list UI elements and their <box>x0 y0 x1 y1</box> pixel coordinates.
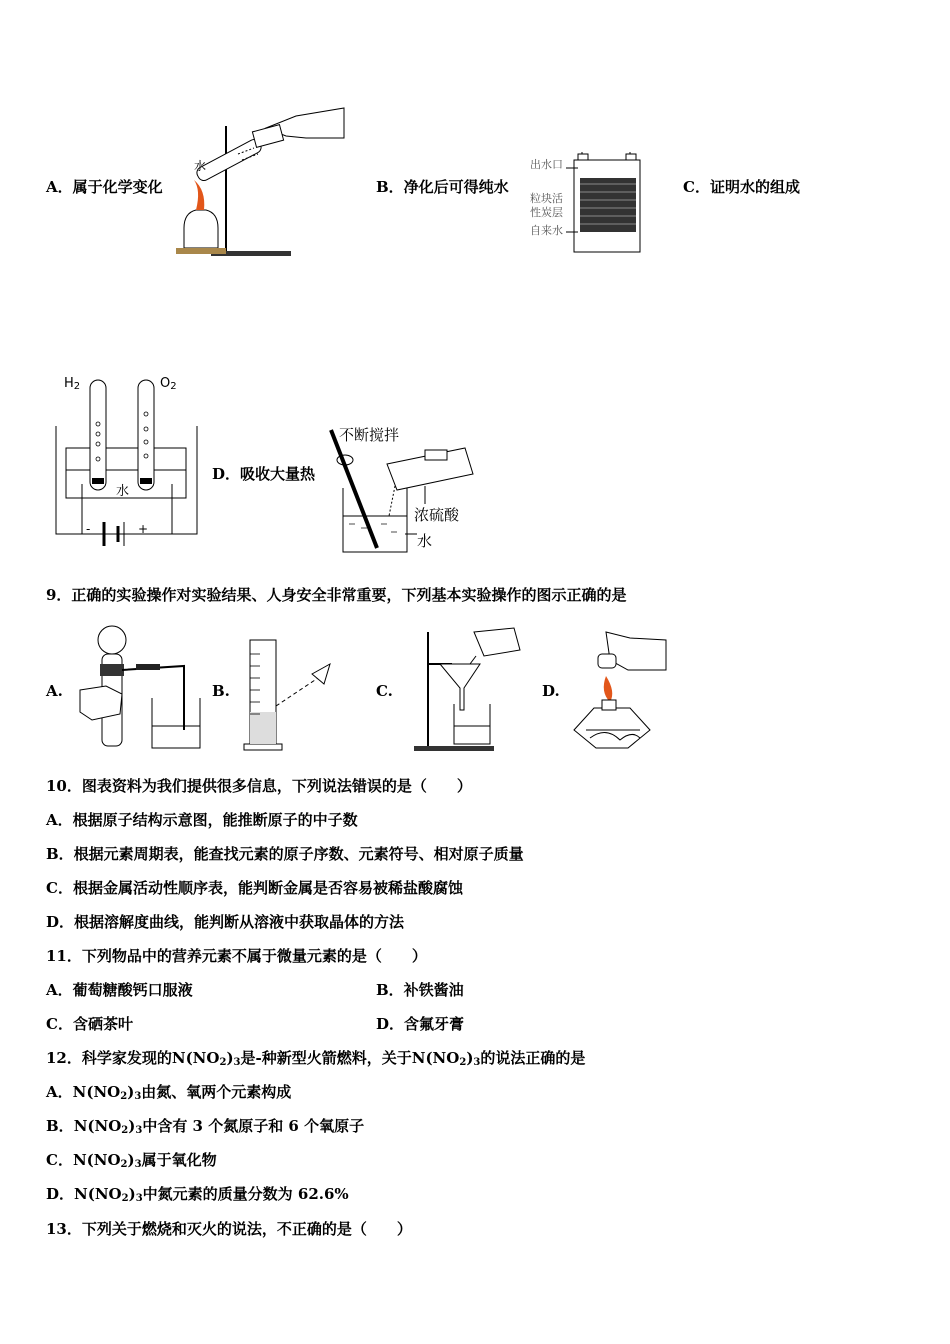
formula-sub2: 3 <box>135 1125 143 1136</box>
inlet-label: 自来水 <box>530 224 563 237</box>
water-label: 水 <box>116 484 130 499</box>
figure-electrolysis <box>52 374 202 550</box>
formula-close: ) <box>226 1049 234 1067</box>
option-text: 中氮元素的质量分数为 62.6% <box>142 1185 349 1203</box>
q12-option-d <box>46 1185 349 1208</box>
figure-filtration <box>410 626 535 754</box>
q12-option-c <box>46 1151 217 1174</box>
formula-sub1: 2 <box>120 1159 128 1170</box>
formula-sub2: 3 <box>473 1057 481 1068</box>
option-text: 由氮、氧两个元素构成 <box>141 1083 292 1101</box>
option-prefix: C． <box>46 1151 73 1169</box>
formula-close: ) <box>466 1049 474 1067</box>
formula-n: N(NO <box>72 1083 121 1101</box>
q11-option-b: B．补铁酱油 <box>376 981 464 999</box>
figure-airtightness-check <box>72 620 204 752</box>
formula-n: N(NO <box>73 1117 122 1135</box>
figure-acid-dilution <box>325 424 475 556</box>
q12-stem <box>46 1049 585 1072</box>
formula-n: N(NO <box>72 1151 121 1169</box>
option-prefix: A． <box>46 1083 73 1101</box>
q12-stem-mid: 是-种新型火箭燃料，关于 <box>240 1049 412 1067</box>
formula-close: ) <box>128 1117 136 1135</box>
q10-stem: 10．图表资料为我们提供很多信息，下列说法错误的是（ ） <box>46 777 472 795</box>
q12-option-b <box>46 1117 364 1140</box>
h2-symbol: H <box>64 376 74 391</box>
q9-option-a: A. <box>46 682 63 700</box>
q10-option-b: B．根据元素周期表，能查找元素的原子序数、元素符号、相对原子质量 <box>46 845 524 863</box>
formula-sub2: 3 <box>134 1159 142 1170</box>
h2-label <box>64 376 80 392</box>
carbon-label-2: 性炭层 <box>530 206 563 219</box>
formula-n: N(NO <box>171 1049 220 1067</box>
formula-sub1: 2 <box>121 1193 129 1204</box>
formula-close: ) <box>128 1185 136 1203</box>
formula-sub2: 3 <box>134 1091 142 1102</box>
q12-option-a <box>46 1083 291 1106</box>
q11-option-a: A．葡萄糖酸钙口服液 <box>46 981 193 999</box>
formula <box>172 1049 241 1067</box>
negative-label: - <box>86 522 91 536</box>
option-text: 中含有 3 个氮原子和 6 个氧原子 <box>142 1117 365 1135</box>
h2-subscript: 2 <box>73 381 81 392</box>
figure-graduated-cylinder <box>240 634 350 754</box>
q12-stem-pre: 12．科学家发现的 <box>46 1049 172 1067</box>
q8-option-a: A．属于化学变化 <box>46 178 163 196</box>
formula-sub1: 2 <box>219 1057 227 1068</box>
formula-sub2: 3 <box>135 1193 143 1204</box>
option-prefix: B． <box>46 1117 74 1135</box>
figure-heating-test-tube <box>176 98 346 260</box>
formula-n: N(NO <box>74 1185 122 1203</box>
formula-sub1: 2 <box>121 1125 129 1136</box>
option-text: 属于氧化物 <box>141 1151 217 1169</box>
q8-option-c: C．证明水的组成 <box>683 178 800 196</box>
positive-label: + <box>138 522 149 536</box>
q10-option-a: A．根据原子结构示意图，能推断原子的中子数 <box>46 811 358 829</box>
formula-close: ) <box>127 1151 135 1169</box>
figure-water-filter <box>530 150 645 256</box>
formula-close: ) <box>127 1083 135 1101</box>
q11-option-c: C．含硒茶叶 <box>46 1015 133 1033</box>
formula-n: N(NO <box>411 1049 460 1067</box>
q11-option-d: D．含氟牙膏 <box>376 1015 465 1033</box>
q9-option-d: D. <box>542 682 560 700</box>
o2-symbol: O <box>160 376 171 391</box>
q8-option-d: D．吸收大量热 <box>212 465 316 483</box>
water-label: 水 <box>417 532 433 550</box>
stir-label: 不断搅拌 <box>339 426 400 444</box>
q8-option-b: B．净化后可得纯水 <box>376 178 509 196</box>
q12-stem-post: 的说法正确的是 <box>480 1049 586 1067</box>
formula-sub2: 3 <box>233 1057 241 1068</box>
formula-sub1: 2 <box>459 1057 467 1068</box>
q10-option-c: C．根据金属活动性顺序表，能判断金属是否容易被稀盐酸腐蚀 <box>46 879 463 897</box>
carbon-label-1: 粒块活 <box>530 192 563 205</box>
q11-stem: 11．下列物品中的营养元素不属于微量元素的是（ ） <box>46 947 427 965</box>
o2-subscript: 2 <box>170 381 177 392</box>
outlet-label: 出水口 <box>530 158 563 171</box>
option-prefix: D． <box>46 1185 75 1203</box>
o2-label <box>160 376 177 392</box>
q13-stem: 13．下列关于燃烧和灭火的说法，不正确的是（ ） <box>46 1220 412 1238</box>
formula-sub1: 2 <box>120 1091 128 1102</box>
acid-label: 浓硫酸 <box>414 506 460 524</box>
q9-option-b: B. <box>212 682 230 700</box>
q9-option-c: C. <box>376 682 393 700</box>
formula <box>412 1049 481 1067</box>
q9-stem: 9．正确的实验操作对实验结果、人身安全非常重要，下列基本实验操作的图示正确的是 <box>46 586 627 604</box>
q10-option-d: D．根据溶解度曲线，能判断从溶液中获取晶体的方法 <box>46 913 405 931</box>
figure-extinguish-lamp <box>570 630 670 754</box>
water-label: 水 <box>194 159 207 173</box>
